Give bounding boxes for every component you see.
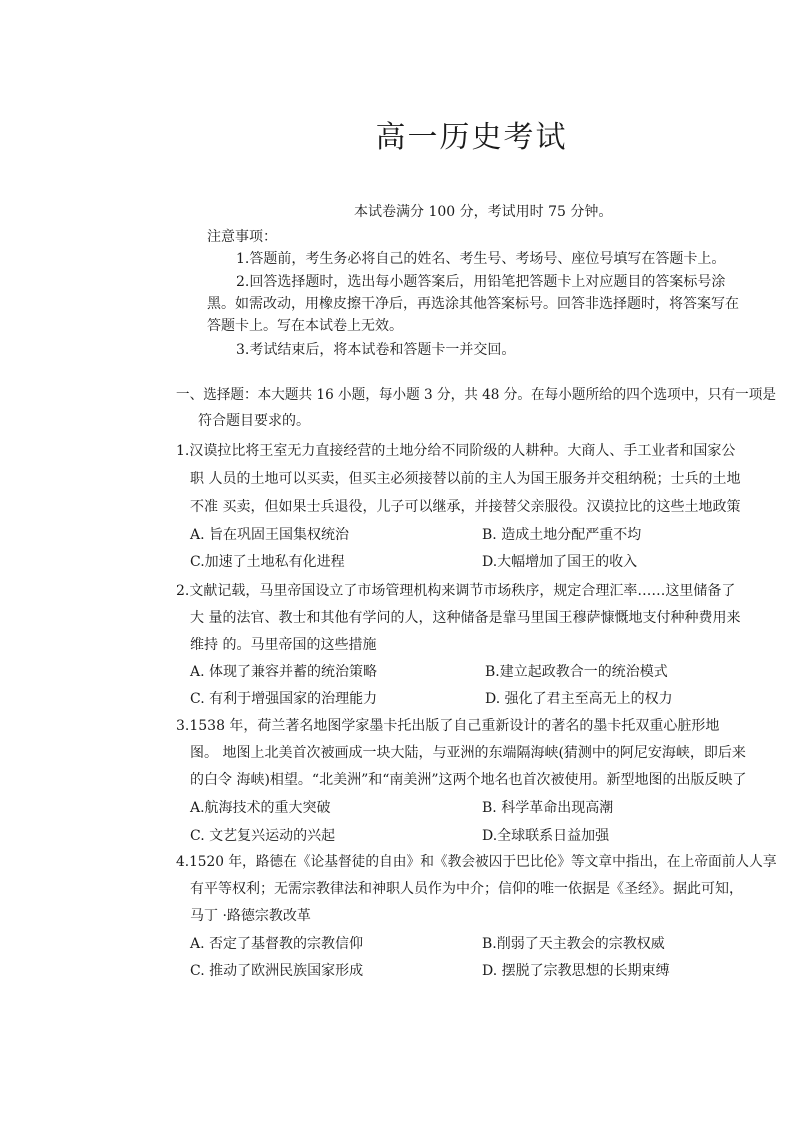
notice-line: 黑。如需改动，用橡皮擦干净后，再选涂其他答案标号。回答非选择题时，将答案写在 (207, 296, 739, 312)
section-heading-cont: 符合题目要求的。 (198, 413, 310, 429)
notice-line: 3.考试结束后，将本试卷和答题卡一并交回。 (236, 342, 516, 358)
option-b[interactable]: B.建立起政教合一的统治模式 (485, 664, 668, 680)
question-stem: 大 量的法官、教士和其他有学问的人，这种储备是靠马里国王穆萨慷慨地支付种种费用来 (190, 610, 741, 626)
notice-line: 答题卡上。写在本试卷上无效。 (207, 318, 403, 334)
option-d[interactable]: D. 强化了君主至高无上的权力 (485, 691, 673, 707)
option-b[interactable]: B. 造成土地分配严重不均 (482, 527, 642, 543)
option-c[interactable]: C. 文艺复兴运动的兴起 (190, 828, 336, 844)
question-stem: 不准 买卖，但如果士兵退役，儿子可以继承，并接替父亲服役。汉谟拉比的这些土地政策 (190, 499, 741, 515)
question-stem: 3.1538 年，荷兰著名地图学家墨卡托出版了自己重新设计的著名的墨卡托双重心脏形地 (176, 718, 720, 734)
option-a[interactable]: A. 否定了基督教的宗教信仰 (190, 936, 364, 952)
option-b[interactable]: B. 科学革命出现高潮 (482, 800, 614, 816)
option-c[interactable]: C. 推动了欧洲民族国家形成 (190, 963, 364, 979)
notice-heading: 注意事项： (207, 229, 277, 245)
question-stem: 1.汉谟拉比将王室无力直接经营的土地分给不同阶级的人耕种。大商人、手工业者和国家公 (176, 443, 736, 459)
question-stem: 4.1520 年，路德在《论基督徒的自由》和《教会被囚于巴比伦》等文章中指出，在上帝面前人人享 (176, 854, 777, 870)
question-stem: 有平等权利；无需宗教律法和神职人员作为中介；信仰的唯一依据是《圣经》。据此可知， (190, 881, 743, 897)
option-a[interactable]: A. 体现了兼容并蓄的统治策略 (190, 664, 378, 680)
option-d[interactable]: D.全球联系日益加强 (482, 828, 610, 844)
exam-title: 高一历史考试 (375, 120, 568, 155)
question-stem: 2.文献记载，马里帝国设立了市场管理机构来调节市场秩序，规定合理汇率……这里储备了 (176, 583, 736, 599)
question-stem: 维持 的。马里帝国的这些措施 (190, 637, 377, 653)
exam-info: 本试卷满分 100 分，考试用时 75 分钟。 (354, 204, 613, 220)
question-stem: 职 人员的土地可以买卖，但买主必须接替以前的主人为国王服务并交租纳税；士兵的土地 (190, 471, 741, 487)
option-b[interactable]: B.削弱了天主教会的宗教权威 (482, 936, 665, 952)
option-a[interactable]: A.航海技术的重大突破 (190, 800, 331, 816)
option-d[interactable]: D. 摆脱了宗教思想的长期束缚 (482, 963, 670, 979)
section-heading: 一、选择题：本大题共 16 小题，每小题 3 分，共 48 分。在每小题所给的四个选项中，只有一项是 (176, 387, 776, 403)
question-stem: 马丁 ·路德宗教改革 (190, 908, 311, 924)
question-stem: 图。 地图上北美首次被画成一块大陆，与亚洲的东端隔海峡(猜测中的阿尼安海峡，即后来 (190, 745, 746, 761)
notice-line: 1.答题前，考生务必将自己的姓名、考生号、考场号、座位号填写在答题卡上。 (236, 251, 726, 267)
option-c[interactable]: C. 有利于增强国家的治理能力 (190, 691, 378, 707)
question-stem: 的白令 海峡)相望。“北美洲”和“南美洲”这两个地名也首次被使用。新型地图的出版反映了 (190, 772, 747, 788)
option-a[interactable]: A. 旨在巩固王国集权统治 (190, 527, 350, 543)
option-c[interactable]: C.加速了土地私有化进程 (190, 554, 345, 570)
notice-line: 2.回答选择题时，选出每小题答案后，用铅笔把答题卡上对应题目的答案标号涂 (236, 274, 726, 290)
option-d[interactable]: D.大幅增加了国王的收入 (482, 554, 638, 570)
